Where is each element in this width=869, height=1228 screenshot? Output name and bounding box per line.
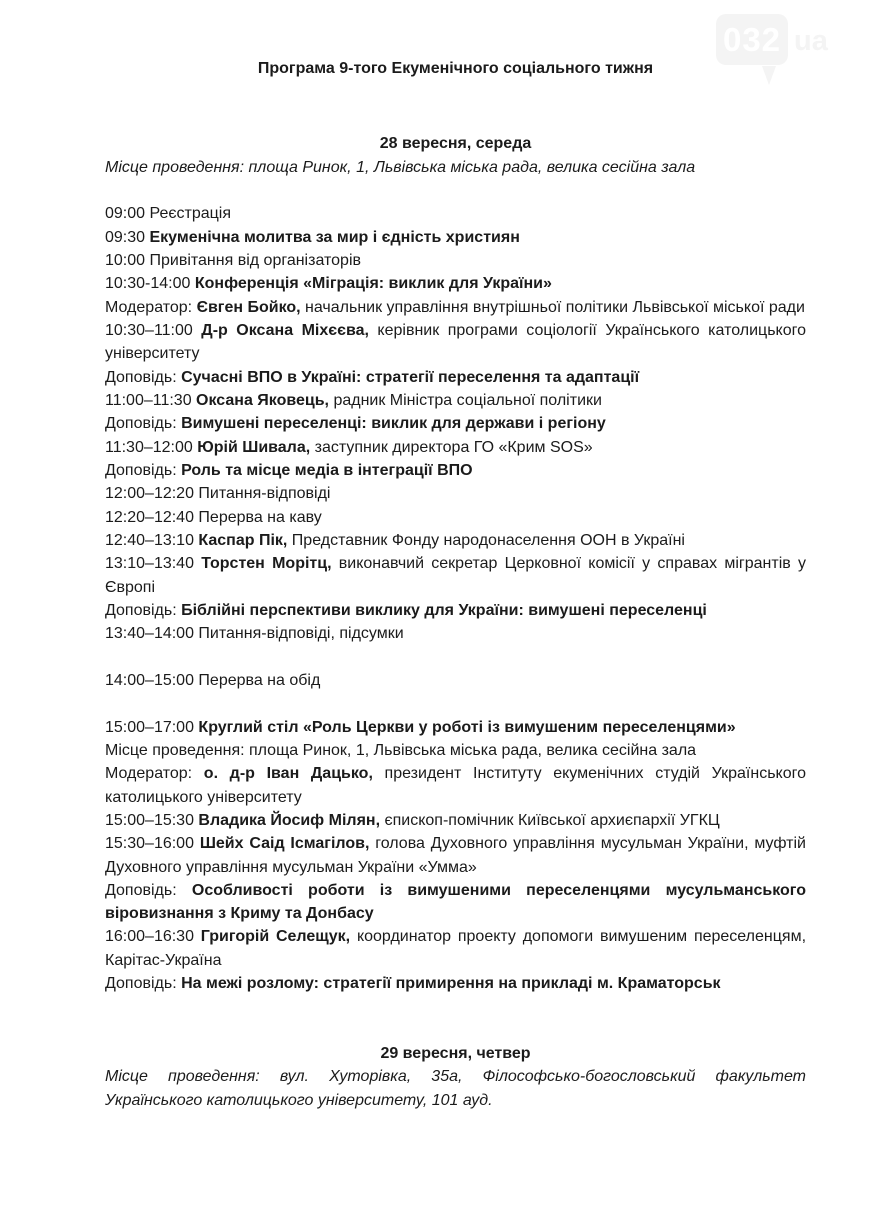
text-run-bold: Вимушені переселенці: виклик для держави і регіону <box>181 415 606 433</box>
text-run: 15:00–17:00 <box>105 718 199 736</box>
venue-line: Місце проведення: площа Ринок, 1, Львівська міська рада, велика сесійна зала <box>105 158 696 176</box>
text-run: 14:00–15:00 Перерва на обід <box>105 671 321 689</box>
text-run-bold: Круглий стіл «Роль Церкви у роботі із вимушеним переселенцями» <box>198 718 736 736</box>
text-run: координатор проекту допомоги вимушеним переселенцям, Карітас-Україна <box>105 928 807 969</box>
blank-line-spacer <box>105 1019 806 1042</box>
schedule-line <box>105 972 806 995</box>
schedule-line <box>105 879 806 926</box>
blank-line-spacer <box>105 179 806 202</box>
text-run: начальник управління внутрішньої політики Львівської міської ради <box>300 298 805 316</box>
schedule-line <box>105 599 806 622</box>
text-run: 10:30-14:00 <box>105 275 195 293</box>
schedule-line <box>105 272 806 295</box>
text-run-bold: Каспар Пік, <box>198 531 288 549</box>
text-run-bold: Григорій Селещук, <box>200 928 351 946</box>
text-run: 10:30–11:00 <box>105 321 202 339</box>
text-run-bold: Екуменічна молитва за мир і єдність християн <box>149 228 520 246</box>
document-title: Програма 9-того Екуменічного соціального тижня <box>257 60 654 77</box>
text-run: керівник програми соціології Українського католицького університету <box>105 321 807 363</box>
text-run: Модератор: <box>105 298 197 316</box>
schedule-line <box>105 832 806 879</box>
schedule-line <box>105 296 806 319</box>
text-run: 12:40–13:10 <box>105 531 199 549</box>
text-run-bold: Особливості роботи із вимушеними переселенцями мусульманського віровизнання з Криму та Донбасу <box>105 881 807 923</box>
schedule-line <box>105 552 806 599</box>
schedule-line <box>105 482 806 505</box>
text-run-bold: Конференція «Міграція: виклик для України» <box>194 275 552 293</box>
schedule-line <box>105 506 806 529</box>
text-run-bold: На межі розлому: стратегії примирення на прикладі м. Краматорськ <box>181 975 721 993</box>
text-run-bold: Д-р Оксана Міхєєва, <box>201 321 369 339</box>
text-run: Доповідь: <box>105 601 182 619</box>
watermark-bubble-text: 032 <box>722 21 782 58</box>
text-run: Доповідь: <box>105 461 182 479</box>
text-run: 16:00–16:30 <box>105 928 201 946</box>
text-run: 11:30–12:00 <box>105 438 198 456</box>
text-run-bold: Роль та місце медіа в інтеграції ВПО <box>181 461 473 479</box>
schedule-line <box>105 202 806 225</box>
schedule-line <box>105 319 806 366</box>
schedule-line <box>105 669 806 692</box>
schedule-line <box>105 925 806 972</box>
schedule-line <box>105 389 806 412</box>
text-run-bold: Юрій Шивала, <box>197 438 311 456</box>
text-run-bold: о. д-р Іван Дацько, <box>203 765 373 783</box>
text-run: 10:00 Привітання від організаторів <box>105 251 361 269</box>
text-run: 13:10–13:40 <box>105 555 202 573</box>
schedule-line <box>105 436 806 459</box>
schedule-line <box>105 459 806 482</box>
text-run: 13:40–14:00 Питання-відповіді, підсумки <box>105 625 404 643</box>
text-run-bold: Владика Йосиф Мілян, <box>198 811 381 829</box>
text-run: Представник Фонду народонаселення ООН в Україні <box>287 531 685 549</box>
text-run: Доповідь: <box>105 881 192 899</box>
text-run: 12:20–12:40 Перерва на каву <box>105 508 322 526</box>
schedule-line <box>105 529 806 552</box>
text-run: виконавчий секретар Церковної комісії у справах мігрантів у Європі <box>105 555 806 596</box>
text-run: 15:30–16:00 <box>105 835 200 853</box>
text-run: президент Інституту екуменічних студій Українського католицького університету <box>105 765 806 806</box>
text-run-bold: Сучасні ВПО в Україні: стратегії переселення та адаптації <box>181 368 640 386</box>
schedule-line <box>105 226 806 249</box>
text-run: 11:00–11:30 <box>105 391 197 409</box>
schedule-content <box>105 132 806 1112</box>
venue-line: Місце проведення: вул. Хуторівка, 35а, Філософсько-богословський факультет Українського католицького університету, 101 ауд. <box>105 1068 806 1109</box>
text-run: Доповідь: <box>105 975 182 993</box>
schedule-line <box>105 412 806 435</box>
text-run: голова Духовного управління мусульман України, муфтій Духовного управління мусульман України «Умма» <box>105 835 806 876</box>
blank-line-spacer <box>105 995 806 1018</box>
text-run: Доповідь: <box>105 368 182 386</box>
text-run: заступник директора ГО «Крим SOS» <box>310 438 593 456</box>
text-run: 15:00–15:30 <box>105 811 199 829</box>
date-heading: 29 вересня, четвер <box>380 1045 531 1063</box>
schedule-line <box>105 716 806 739</box>
watermark-suffix-text: ua <box>794 25 828 57</box>
schedule-line <box>105 366 806 389</box>
text-run-bold: Торстен Морітц, <box>201 555 332 573</box>
text-run: 09:00 Реєстрація <box>105 205 232 223</box>
venue-line: Місце проведення: площа Ринок, 1, Львівська міська рада, велика сесійна зала <box>105 741 697 759</box>
text-run: 12:00–12:20 Питання-відповіді <box>105 485 331 503</box>
text-run-bold: Шейх Саід Ісмагілов, <box>199 835 370 853</box>
schedule-line <box>105 249 806 272</box>
text-run: Модератор: <box>105 765 204 783</box>
text-run: єпископ-помічник Київської архиєпархії УГКЦ <box>380 811 720 829</box>
blank-line-spacer <box>105 646 806 669</box>
text-run-bold: Євген Бойко, <box>196 298 301 316</box>
schedule-line <box>105 622 806 645</box>
text-run-bold: Оксана Яковець, <box>196 391 329 409</box>
text-run-bold: Біблійні перспективи виклику для України: вимушені переселенці <box>181 601 707 619</box>
blank-line-spacer <box>105 692 806 715</box>
text-run: 09:30 <box>105 228 150 246</box>
text-run: радник Міністра соціальної політики <box>329 391 602 409</box>
text-run: Доповідь: <box>105 415 182 433</box>
schedule-line <box>105 762 806 809</box>
schedule-line <box>105 809 806 832</box>
date-heading: 28 вересня, середа <box>379 135 532 153</box>
